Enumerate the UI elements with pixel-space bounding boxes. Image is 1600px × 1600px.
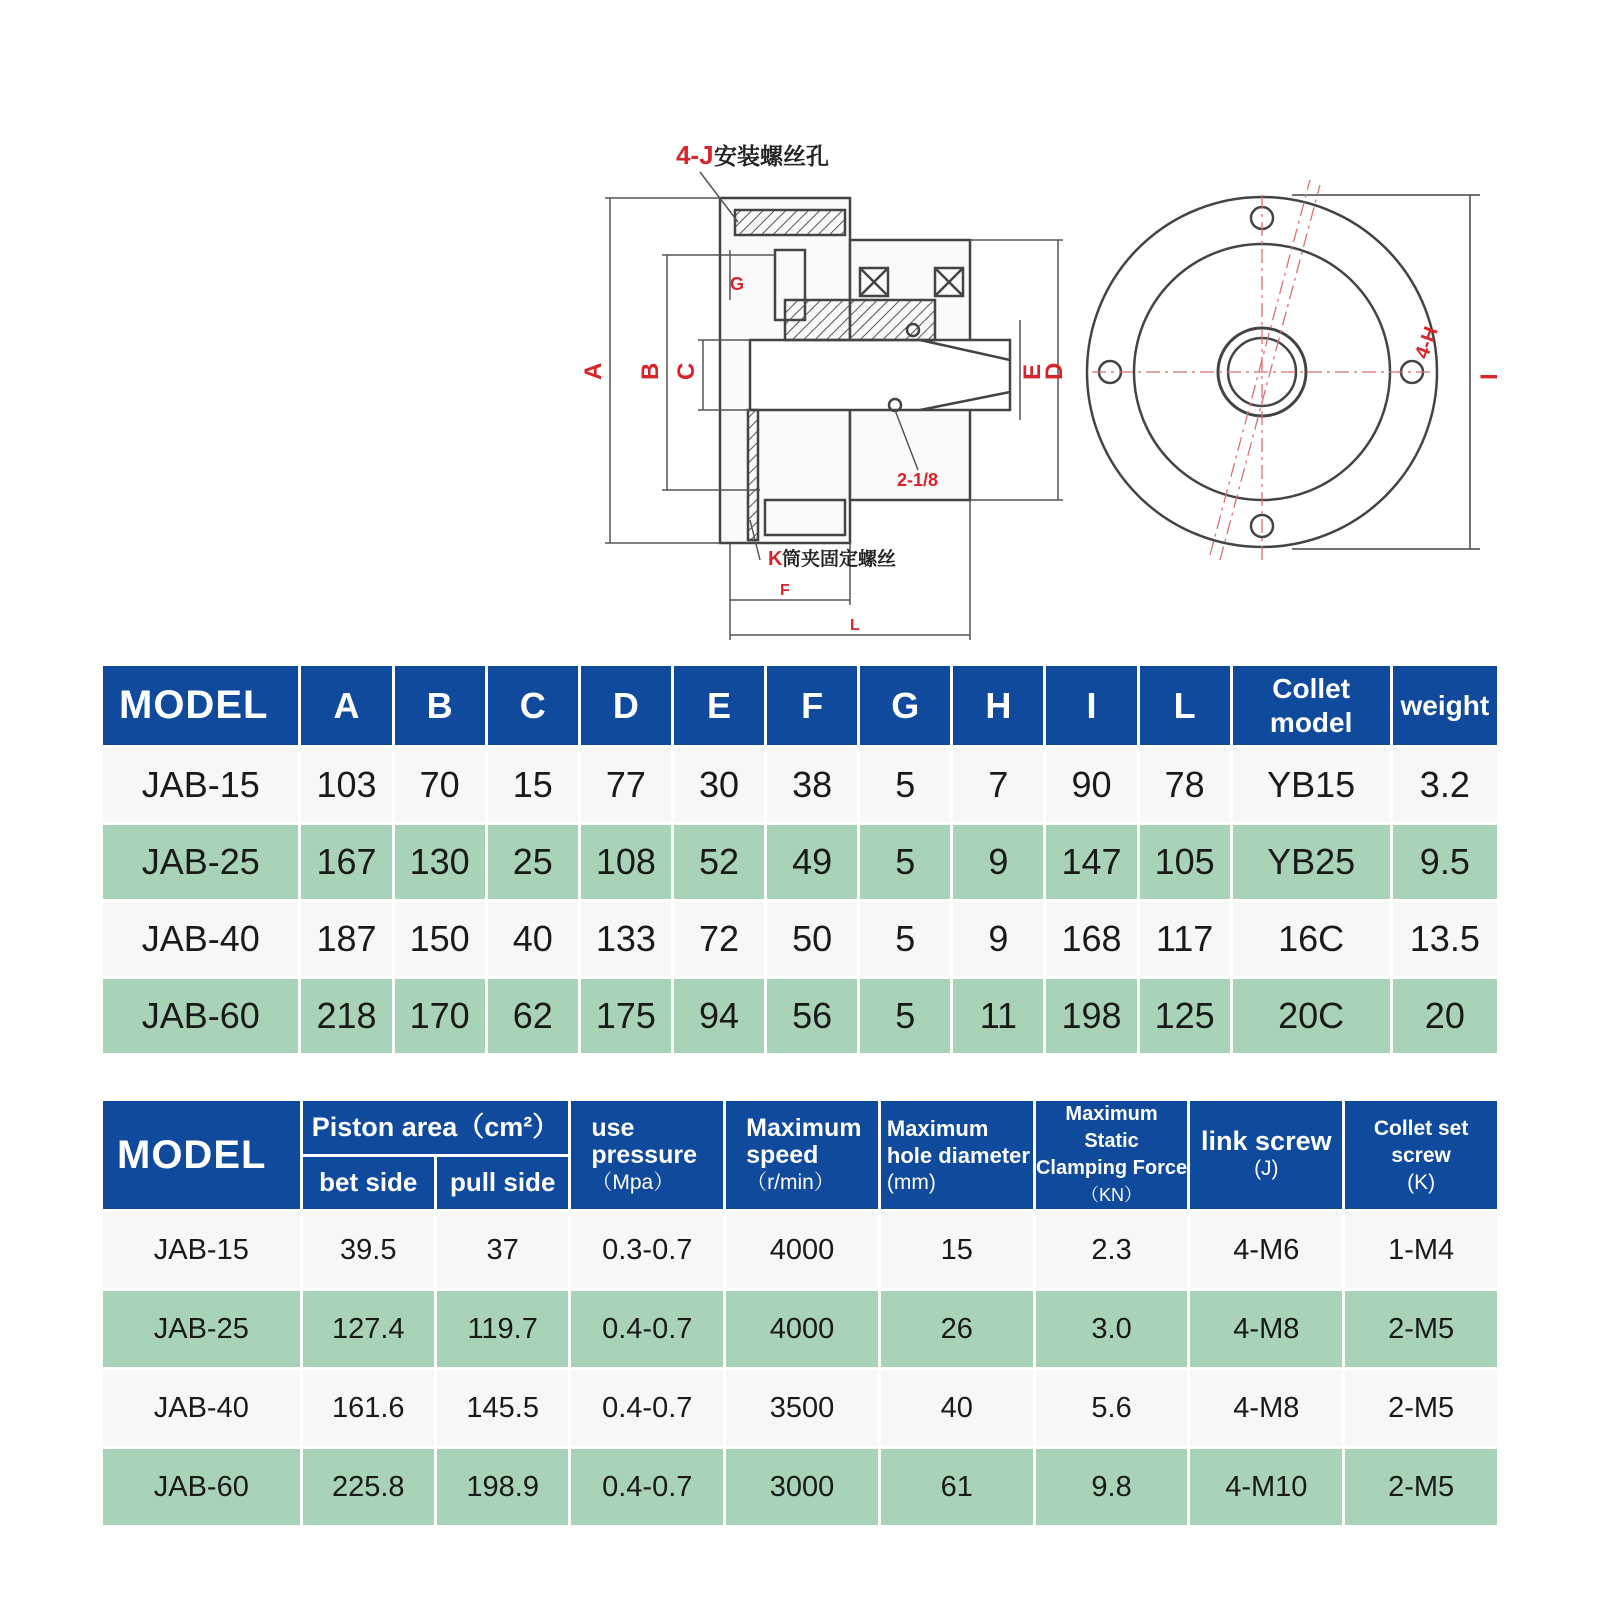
header-collet-model xyxy=(1233,666,1390,745)
b-cell: 70 xyxy=(395,748,485,822)
spec-header-clamp-line1: Maximum Static xyxy=(1065,1103,1158,1152)
dimensions-header-row xyxy=(103,666,1497,745)
c-cell: 40 xyxy=(488,902,578,976)
callout-k-text: 筒夹固定螺丝 xyxy=(782,548,897,570)
model-cell: JAB-40 xyxy=(103,902,298,976)
collet-set-screw-cell: 2-M5 xyxy=(1345,1291,1497,1367)
spec-header-use-pressure xyxy=(571,1101,723,1209)
spec-header-collet-screw-unit: (K) xyxy=(1407,1170,1436,1194)
bet-side-cell: 39.5 xyxy=(303,1212,434,1288)
b-cell: 150 xyxy=(395,902,485,976)
clamping-force-cell: 9.8 xyxy=(1036,1449,1188,1525)
spec-header-collet-set-screw xyxy=(1345,1101,1497,1209)
collet-model-cell: YB15 xyxy=(1233,748,1390,822)
header-collet-line2: model xyxy=(1269,706,1353,738)
callout-k-code: K xyxy=(768,548,783,570)
use-pressure-cell: 0.4-0.7 xyxy=(571,1291,723,1367)
model-cell: JAB-15 xyxy=(103,748,298,822)
spec-header-clamp-unit: （KN） xyxy=(1081,1185,1143,1205)
spec-header-row-1 xyxy=(103,1101,1497,1154)
bet-side-cell: 225.8 xyxy=(303,1449,434,1525)
f-cell: 50 xyxy=(767,902,857,976)
use-pressure-cell: 0.3-0.7 xyxy=(571,1212,723,1288)
link-screw-cell: 4-M8 xyxy=(1190,1291,1342,1367)
weight-cell: 13.5 xyxy=(1393,902,1497,976)
link-screw-cell: 4-M6 xyxy=(1190,1212,1342,1288)
weight-cell: 9.5 xyxy=(1393,825,1497,899)
collet-model-cell: 20C xyxy=(1233,979,1390,1053)
clamping-force-cell: 2.3 xyxy=(1036,1212,1188,1288)
spec-header-max-speed xyxy=(726,1101,878,1209)
d-cell: 108 xyxy=(581,825,671,899)
f-cell: 56 xyxy=(767,979,857,1053)
header-f: F xyxy=(767,666,857,745)
max-hole-cell: 40 xyxy=(881,1370,1033,1446)
header-model: MODEL xyxy=(103,666,298,745)
e-cell: 52 xyxy=(674,825,764,899)
max-speed-cell: 3000 xyxy=(726,1449,878,1525)
side-view xyxy=(720,198,1010,543)
c-cell: 25 xyxy=(488,825,578,899)
spec-header-link-screw-line1: link screw xyxy=(1201,1126,1332,1156)
hole-label: 4-H xyxy=(1411,323,1443,362)
e-cell: 94 xyxy=(674,979,764,1053)
spec-header-max-speed-line1: Maximum xyxy=(746,1113,862,1142)
model-cell: JAB-15 xyxy=(103,1212,300,1288)
bet-side-cell: 127.4 xyxy=(303,1291,434,1367)
l-cell: 117 xyxy=(1140,902,1230,976)
d-cell: 133 xyxy=(581,902,671,976)
max-hole-cell: 26 xyxy=(881,1291,1033,1367)
dimension-labels xyxy=(580,140,1503,634)
f-cell: 38 xyxy=(767,748,857,822)
spec-header-use-pressure-unit: （Mpa） xyxy=(591,1170,675,1194)
c-cell: 62 xyxy=(488,979,578,1053)
header-e: E xyxy=(674,666,764,745)
dim-c-label: C xyxy=(673,362,700,380)
spec-header-collet-screw-line1: Collet set screw xyxy=(1373,1116,1469,1167)
g-cell: 5 xyxy=(860,979,950,1053)
g-cell: 5 xyxy=(860,902,950,976)
collet-model-cell: 16C xyxy=(1233,902,1390,976)
f-cell: 49 xyxy=(767,825,857,899)
use-pressure-cell: 0.4-0.7 xyxy=(571,1449,723,1525)
callout-j-text: 安装螺丝孔 xyxy=(714,144,829,170)
l-cell: 78 xyxy=(1140,748,1230,822)
spec-header-clamping-force xyxy=(1036,1101,1188,1209)
spec-header-link-screw xyxy=(1190,1101,1342,1209)
a-cell: 187 xyxy=(301,902,391,976)
collet-model-cell: YB25 xyxy=(1233,825,1390,899)
spec-header-bet-side: bet side xyxy=(303,1157,434,1210)
spec-header-piston-area: Piston area（cm²） xyxy=(303,1101,569,1154)
h-cell: 9 xyxy=(953,825,1043,899)
spec-header-link-screw-unit: (J) xyxy=(1254,1157,1279,1180)
header-d: D xyxy=(581,666,671,745)
collet-set-screw-cell: 2-M5 xyxy=(1345,1449,1497,1525)
pull-side-cell: 119.7 xyxy=(437,1291,568,1367)
table-row xyxy=(103,902,1497,976)
l-cell: 105 xyxy=(1140,825,1230,899)
table-row xyxy=(103,1212,1497,1288)
header-h: H xyxy=(953,666,1043,745)
specifications-table xyxy=(100,1098,1500,1528)
clamping-force-cell: 3.0 xyxy=(1036,1291,1188,1367)
spec-header-clamp-line2: Clamping Force xyxy=(1035,1157,1188,1179)
dim-g-label: G xyxy=(730,274,745,294)
i-cell: 90 xyxy=(1046,748,1136,822)
header-collet-line1: Collet xyxy=(1272,672,1351,704)
b-cell: 170 xyxy=(395,979,485,1053)
table-row xyxy=(103,748,1497,822)
g-cell: 5 xyxy=(860,748,950,822)
max-speed-cell: 3500 xyxy=(726,1370,878,1446)
header-i: I xyxy=(1046,666,1136,745)
header-weight: weight xyxy=(1393,666,1497,745)
spec-header-max-speed-line2: speed xyxy=(746,1140,819,1169)
max-hole-cell: 61 xyxy=(881,1449,1033,1525)
header-c: C xyxy=(488,666,578,745)
header-a: A xyxy=(301,666,391,745)
technical-drawing xyxy=(0,0,1600,650)
weight-cell: 3.2 xyxy=(1393,748,1497,822)
spec-header-use-pressure-line2: pressure xyxy=(591,1140,697,1169)
callout-j-code: 4-J xyxy=(676,140,714,170)
i-cell: 147 xyxy=(1046,825,1136,899)
table-row xyxy=(103,1370,1497,1446)
pull-side-cell: 198.9 xyxy=(437,1449,568,1525)
l-cell: 125 xyxy=(1140,979,1230,1053)
max-speed-cell: 4000 xyxy=(726,1291,878,1367)
dim-e-label: E xyxy=(1019,363,1046,380)
collet-set-screw-cell: 2-M5 xyxy=(1345,1370,1497,1446)
use-pressure-cell: 0.4-0.7 xyxy=(571,1370,723,1446)
h-cell: 9 xyxy=(953,902,1043,976)
table-row xyxy=(103,1291,1497,1367)
bet-side-cell: 161.6 xyxy=(303,1370,434,1446)
max-speed-cell: 4000 xyxy=(726,1212,878,1288)
d-cell: 77 xyxy=(581,748,671,822)
g-cell: 5 xyxy=(860,825,950,899)
a-cell: 218 xyxy=(301,979,391,1053)
h-cell: 11 xyxy=(953,979,1043,1053)
header-g: G xyxy=(860,666,950,745)
max-hole-cell: 15 xyxy=(881,1212,1033,1288)
port-label: 2-1/8 xyxy=(897,470,939,490)
pull-side-cell: 37 xyxy=(437,1212,568,1288)
dim-b-label: B xyxy=(637,362,664,380)
dim-d-label: D xyxy=(1041,362,1068,380)
spec-header-max-speed-unit: （r/min） xyxy=(746,1170,835,1194)
header-l: L xyxy=(1140,666,1230,745)
dim-i-label: I xyxy=(1476,373,1503,380)
d-cell: 175 xyxy=(581,979,671,1053)
dimensions-table xyxy=(100,663,1500,1056)
h-cell: 7 xyxy=(953,748,1043,822)
model-cell: JAB-40 xyxy=(103,1370,300,1446)
a-cell: 167 xyxy=(301,825,391,899)
spec-header-max-hole xyxy=(881,1101,1033,1209)
model-cell: JAB-60 xyxy=(103,979,298,1053)
spec-header-max-hole-line2: hole diameter xyxy=(886,1142,1030,1168)
model-cell: JAB-25 xyxy=(103,825,298,899)
link-screw-cell: 4-M10 xyxy=(1190,1449,1342,1525)
pull-side-cell: 145.5 xyxy=(437,1370,568,1446)
collet-set-screw-cell: 1-M4 xyxy=(1345,1212,1497,1288)
e-cell: 30 xyxy=(674,748,764,822)
dim-f-label: F xyxy=(780,582,790,599)
i-cell: 198 xyxy=(1046,979,1136,1053)
a-cell: 103 xyxy=(301,748,391,822)
table-row xyxy=(103,979,1497,1053)
table-row xyxy=(103,1449,1497,1525)
model-cell: JAB-60 xyxy=(103,1449,300,1525)
c-cell: 15 xyxy=(488,748,578,822)
e-cell: 72 xyxy=(674,902,764,976)
spec-header-max-hole-line1: Maximum xyxy=(886,1115,989,1141)
spec-header-use-pressure-line1: use xyxy=(591,1113,635,1142)
dim-l-label: L xyxy=(850,617,860,634)
centerlines xyxy=(1092,180,1432,560)
model-cell: JAB-25 xyxy=(103,1291,300,1367)
spec-header-model: MODEL xyxy=(103,1101,300,1209)
link-screw-cell: 4-M8 xyxy=(1190,1370,1342,1446)
table-row xyxy=(103,825,1497,899)
clamping-force-cell: 5.6 xyxy=(1036,1370,1188,1446)
b-cell: 130 xyxy=(395,825,485,899)
spec-header-max-hole-unit: (mm) xyxy=(886,1170,936,1194)
dim-a-label: A xyxy=(580,362,607,380)
weight-cell: 20 xyxy=(1393,979,1497,1053)
i-cell: 168 xyxy=(1046,902,1136,976)
header-b: B xyxy=(395,666,485,745)
spec-header-pull-side: pull side xyxy=(437,1157,568,1210)
